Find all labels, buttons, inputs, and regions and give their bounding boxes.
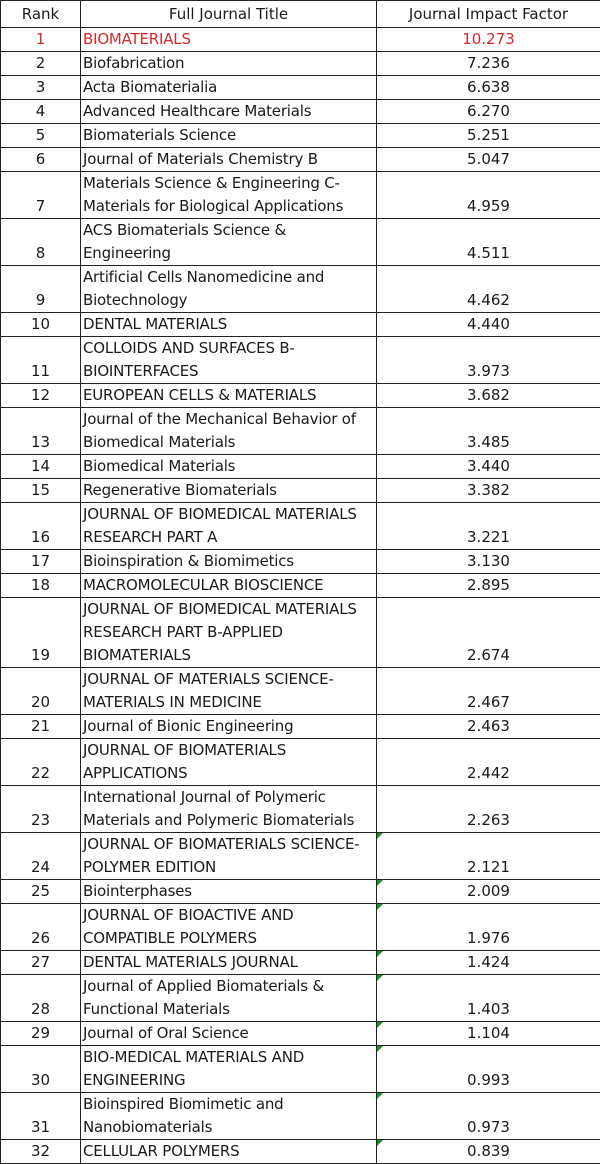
impact-factor-value: 4.440 xyxy=(467,315,510,333)
table-row xyxy=(1,833,600,880)
journal-title-cell: BIOMATERIALS xyxy=(81,28,377,52)
table-row xyxy=(1,739,600,786)
journal-title-cell: Biointerphases xyxy=(81,880,377,904)
impact-factor-value: 3.485 xyxy=(467,433,510,451)
comment-indicator-icon xyxy=(377,975,383,981)
rank-cell: 15 xyxy=(1,479,81,503)
impact-factor-cell xyxy=(377,124,600,148)
impact-factor-cell xyxy=(377,951,600,975)
journal-title-cell: COLLOIDS AND SURFACES B-BIOINTERFACES xyxy=(81,337,377,384)
comment-indicator-icon xyxy=(377,951,383,957)
table-row xyxy=(1,408,600,455)
impact-factor-cell xyxy=(377,76,600,100)
journal-title-cell: Artificial Cells Nanomedicine and Biotechnology xyxy=(81,266,377,313)
journal-title-cell: EUROPEAN CELLS & MATERIALS xyxy=(81,384,377,408)
impact-factor-cell xyxy=(377,574,600,598)
journal-title-cell: JOURNAL OF BIOMEDICAL MATERIALS RESEARCH PART A xyxy=(81,503,377,550)
table-row xyxy=(1,28,600,52)
rank-cell: 17 xyxy=(1,550,81,574)
impact-factor-cell xyxy=(377,904,600,951)
table-row xyxy=(1,668,600,715)
rank-cell: 1 xyxy=(1,28,81,52)
rank-cell: 18 xyxy=(1,574,81,598)
comment-indicator-icon xyxy=(377,1140,383,1146)
journal-title-cell: CELLULAR POLYMERS xyxy=(81,1140,377,1164)
table-row xyxy=(1,1093,600,1140)
rank-cell: 24 xyxy=(1,833,81,880)
impact-factor-cell xyxy=(377,1046,600,1093)
journal-title-cell: Bioinspired Biomimetic and Nanobiomaterials xyxy=(81,1093,377,1140)
table-row xyxy=(1,1140,600,1164)
rank-header: Rank xyxy=(1,1,81,28)
rank-cell: 12 xyxy=(1,384,81,408)
comment-indicator-icon xyxy=(377,880,383,886)
impact-factor-cell xyxy=(377,266,600,313)
impact-factor-value: 2.674 xyxy=(467,646,510,664)
impact-factor-cell xyxy=(377,880,600,904)
rank-cell: 3 xyxy=(1,76,81,100)
journal-title-cell: Biomedical Materials xyxy=(81,455,377,479)
table-body xyxy=(1,28,600,1164)
impact-factor-cell xyxy=(377,833,600,880)
impact-factor-value: 5.047 xyxy=(467,150,510,168)
journal-title-cell: ACS Biomaterials Science & Engineering xyxy=(81,219,377,266)
rank-cell: 32 xyxy=(1,1140,81,1164)
table-row xyxy=(1,384,600,408)
impact-factor-value: 2.467 xyxy=(467,693,510,711)
rank-cell: 10 xyxy=(1,313,81,337)
impact-factor-value: 0.839 xyxy=(467,1142,510,1160)
rank-cell: 4 xyxy=(1,100,81,124)
table-row xyxy=(1,455,600,479)
impact-factor-cell xyxy=(377,479,600,503)
journal-title-cell: Journal of Applied Biomaterials & Functional Materials xyxy=(81,975,377,1022)
rank-cell: 21 xyxy=(1,715,81,739)
table-row xyxy=(1,219,600,266)
impact-factor-cell xyxy=(377,786,600,833)
impact-factor-value: 6.638 xyxy=(467,78,510,96)
impact-factor-value: 2.263 xyxy=(467,811,510,829)
journal-title-cell: JOURNAL OF BIOMATERIALS SCIENCE-POLYMER EDITION xyxy=(81,833,377,880)
table-row xyxy=(1,266,600,313)
impact-factor-cell xyxy=(377,28,600,52)
impact-factor-cell xyxy=(377,455,600,479)
rank-cell: 11 xyxy=(1,337,81,384)
comment-indicator-icon xyxy=(377,833,383,839)
journal-title-cell: JOURNAL OF MATERIALS SCIENCE-MATERIALS IN MEDICINE xyxy=(81,668,377,715)
impact-factor-value: 2.442 xyxy=(467,764,510,782)
impact-factor-cell xyxy=(377,668,600,715)
comment-indicator-icon xyxy=(377,904,383,910)
table-row xyxy=(1,904,600,951)
rank-cell: 29 xyxy=(1,1022,81,1046)
impact-factor-value: 3.130 xyxy=(467,552,510,570)
impact-factor-value: 1.976 xyxy=(467,929,510,947)
impact-factor-cell xyxy=(377,219,600,266)
journal-title-cell: JOURNAL OF BIOMEDICAL MATERIALS RESEARCH PART B-APPLIED BIOMATERIALS xyxy=(81,598,377,668)
table-row xyxy=(1,1022,600,1046)
rank-cell: 9 xyxy=(1,266,81,313)
impact-factor-cell xyxy=(377,715,600,739)
rank-cell: 2 xyxy=(1,52,81,76)
table-row xyxy=(1,52,600,76)
table-row xyxy=(1,1046,600,1093)
rank-cell: 8 xyxy=(1,219,81,266)
journal-title-cell: Journal of the Mechanical Behavior of Biomedical Materials xyxy=(81,408,377,455)
table-row xyxy=(1,337,600,384)
rank-cell: 13 xyxy=(1,408,81,455)
impact-factor-cell xyxy=(377,313,600,337)
impact-factor-value: 3.221 xyxy=(467,528,510,546)
impact-factor-value: 0.993 xyxy=(467,1071,510,1089)
table-row xyxy=(1,124,600,148)
rank-cell: 19 xyxy=(1,598,81,668)
journal-title-cell: MACROMOLECULAR BIOSCIENCE xyxy=(81,574,377,598)
journal-title-cell: International Journal of Polymeric Materials and Polymeric Biomaterials xyxy=(81,786,377,833)
table-row xyxy=(1,598,600,668)
rank-cell: 14 xyxy=(1,455,81,479)
table-row xyxy=(1,100,600,124)
journal-title-cell: Bioinspiration & Biomimetics xyxy=(81,550,377,574)
rank-cell: 25 xyxy=(1,880,81,904)
impact-factor-value: 5.251 xyxy=(467,126,510,144)
impact-factor-value: 2.895 xyxy=(467,576,510,594)
impact-factor-cell xyxy=(377,148,600,172)
table-row xyxy=(1,148,600,172)
impact-factor-value: 2.121 xyxy=(467,858,510,876)
rank-cell: 5 xyxy=(1,124,81,148)
table-row xyxy=(1,975,600,1022)
impact-factor-header: Journal Impact Factor xyxy=(377,1,600,28)
header-row xyxy=(1,1,600,28)
impact-factor-cell xyxy=(377,503,600,550)
rank-cell: 16 xyxy=(1,503,81,550)
journal-title-cell: Advanced Healthcare Materials xyxy=(81,100,377,124)
journal-title-cell: DENTAL MATERIALS xyxy=(81,313,377,337)
rank-cell: 7 xyxy=(1,172,81,219)
journal-title-cell: JOURNAL OF BIOACTIVE AND COMPATIBLE POLYMERS xyxy=(81,904,377,951)
rank-cell: 6 xyxy=(1,148,81,172)
rank-cell: 31 xyxy=(1,1093,81,1140)
journal-title-cell: Journal of Bionic Engineering xyxy=(81,715,377,739)
impact-factor-cell xyxy=(377,100,600,124)
impact-factor-value: 3.682 xyxy=(467,386,510,404)
table-row xyxy=(1,715,600,739)
journal-title-cell: JOURNAL OF BIOMATERIALS APPLICATIONS xyxy=(81,739,377,786)
impact-factor-cell xyxy=(377,52,600,76)
comment-indicator-icon xyxy=(377,1093,383,1099)
impact-factor-cell xyxy=(377,384,600,408)
journal-title-header: Full Journal Title xyxy=(81,1,377,28)
impact-factor-cell xyxy=(377,598,600,668)
comment-indicator-icon xyxy=(377,1046,383,1052)
impact-factor-value: 4.511 xyxy=(467,244,510,262)
impact-factor-value: 3.973 xyxy=(467,362,510,380)
rank-cell: 26 xyxy=(1,904,81,951)
table-row xyxy=(1,550,600,574)
impact-factor-cell xyxy=(377,1140,600,1164)
impact-factor-value: 2.009 xyxy=(467,882,510,900)
impact-factor-cell xyxy=(377,550,600,574)
comment-indicator-icon xyxy=(377,1022,383,1028)
impact-factor-cell xyxy=(377,1022,600,1046)
impact-factor-value: 3.440 xyxy=(467,457,510,475)
journal-title-cell: Biomaterials Science xyxy=(81,124,377,148)
table-row xyxy=(1,479,600,503)
impact-factor-value: 2.463 xyxy=(467,717,510,735)
journal-title-cell: Journal of Materials Chemistry B xyxy=(81,148,377,172)
rank-cell: 30 xyxy=(1,1046,81,1093)
impact-factor-value: 4.959 xyxy=(467,197,510,215)
table-row xyxy=(1,880,600,904)
impact-factor-cell xyxy=(377,975,600,1022)
impact-factor-value: 1.424 xyxy=(467,953,510,971)
rank-cell: 27 xyxy=(1,951,81,975)
rank-cell: 22 xyxy=(1,739,81,786)
impact-factor-cell xyxy=(377,172,600,219)
impact-factor-value: 3.382 xyxy=(467,481,510,499)
table-row xyxy=(1,76,600,100)
journal-title-cell: DENTAL MATERIALS JOURNAL xyxy=(81,951,377,975)
rank-cell: 20 xyxy=(1,668,81,715)
journal-title-cell: BIO-MEDICAL MATERIALS AND ENGINEERING xyxy=(81,1046,377,1093)
table-row xyxy=(1,786,600,833)
impact-factor-value: 4.462 xyxy=(467,291,510,309)
journal-title-cell: Biofabrication xyxy=(81,52,377,76)
impact-factor-cell xyxy=(377,739,600,786)
journal-title-cell: Materials Science & Engineering C-Materials for Biological Applications xyxy=(81,172,377,219)
table-row xyxy=(1,574,600,598)
impact-factor-value: 10.273 xyxy=(462,30,515,48)
table-row xyxy=(1,951,600,975)
table-row xyxy=(1,313,600,337)
impact-factor-cell xyxy=(377,1093,600,1140)
impact-factor-value: 0.973 xyxy=(467,1118,510,1136)
impact-factor-value: 1.104 xyxy=(467,1024,510,1042)
impact-factor-cell xyxy=(377,337,600,384)
journal-title-cell: Journal of Oral Science xyxy=(81,1022,377,1046)
impact-factor-value: 1.403 xyxy=(467,1000,510,1018)
impact-factor-cell xyxy=(377,408,600,455)
table-row xyxy=(1,172,600,219)
journal-title-cell: Regenerative Biomaterials xyxy=(81,479,377,503)
impact-factor-value: 7.236 xyxy=(467,54,510,72)
table-row xyxy=(1,503,600,550)
rank-cell: 28 xyxy=(1,975,81,1022)
rank-cell: 23 xyxy=(1,786,81,833)
impact-factor-value: 6.270 xyxy=(467,102,510,120)
journal-title-cell: Acta Biomaterialia xyxy=(81,76,377,100)
